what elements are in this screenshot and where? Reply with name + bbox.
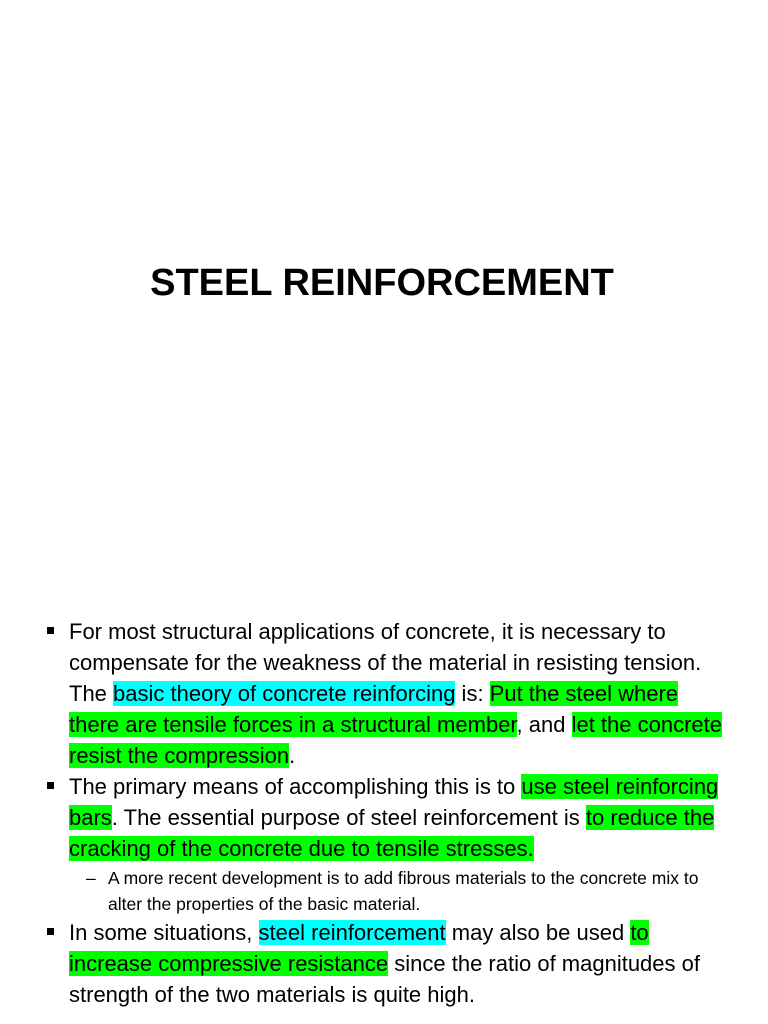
text-segment: since the ratio of magnitudes of strength of the two materials is quite high. bbox=[69, 951, 700, 1007]
text-segment: , and bbox=[516, 712, 572, 737]
sub-bullet-text: A more recent development is to add fibrous materials to the concrete mix to alter the properties of the basic material. bbox=[108, 868, 699, 914]
text-segment: . bbox=[289, 743, 296, 768]
dash-bullet-icon: – bbox=[86, 868, 96, 888]
highlighted-text: basic theory of concrete reinforcing bbox=[113, 681, 456, 706]
highlighted-text: steel reinforcement bbox=[258, 920, 446, 945]
square-bullet-icon bbox=[47, 627, 54, 634]
text-segment: In some situations, bbox=[69, 920, 259, 945]
page-title: STEEL REINFORCEMENT bbox=[150, 262, 614, 304]
highlighted-text: Put the steel where there are tensile forces in a structural member bbox=[69, 681, 679, 737]
bullet-item-3 bbox=[69, 917, 729, 1010]
highlighted-text: to reduce the cracking of the concrete due to tensile stresses. bbox=[69, 805, 715, 861]
bullet-list bbox=[0, 616, 768, 1024]
sub-bullet-item bbox=[86, 865, 733, 917]
text-segment: is: bbox=[455, 681, 490, 706]
highlighted-text: let the concrete resist the compression bbox=[69, 712, 723, 768]
bullet-item-2 bbox=[69, 771, 729, 864]
square-bullet-icon bbox=[47, 782, 54, 789]
bullet-item-1 bbox=[69, 616, 729, 771]
square-bullet-icon bbox=[47, 928, 54, 935]
text-segment: may also be used bbox=[445, 920, 631, 945]
text-segment: The primary means of accomplishing this is to bbox=[69, 774, 522, 799]
highlighted-text: use steel reinforcing bars bbox=[69, 774, 719, 830]
text-segment: For most structural applications of concrete, it is necessary to compensate for the weakness of the material in resisting tension. The bbox=[69, 619, 702, 706]
highlighted-text: to increase compressive resistance bbox=[69, 920, 649, 976]
text-segment: . The essential purpose of steel reinforcement is bbox=[111, 805, 586, 830]
